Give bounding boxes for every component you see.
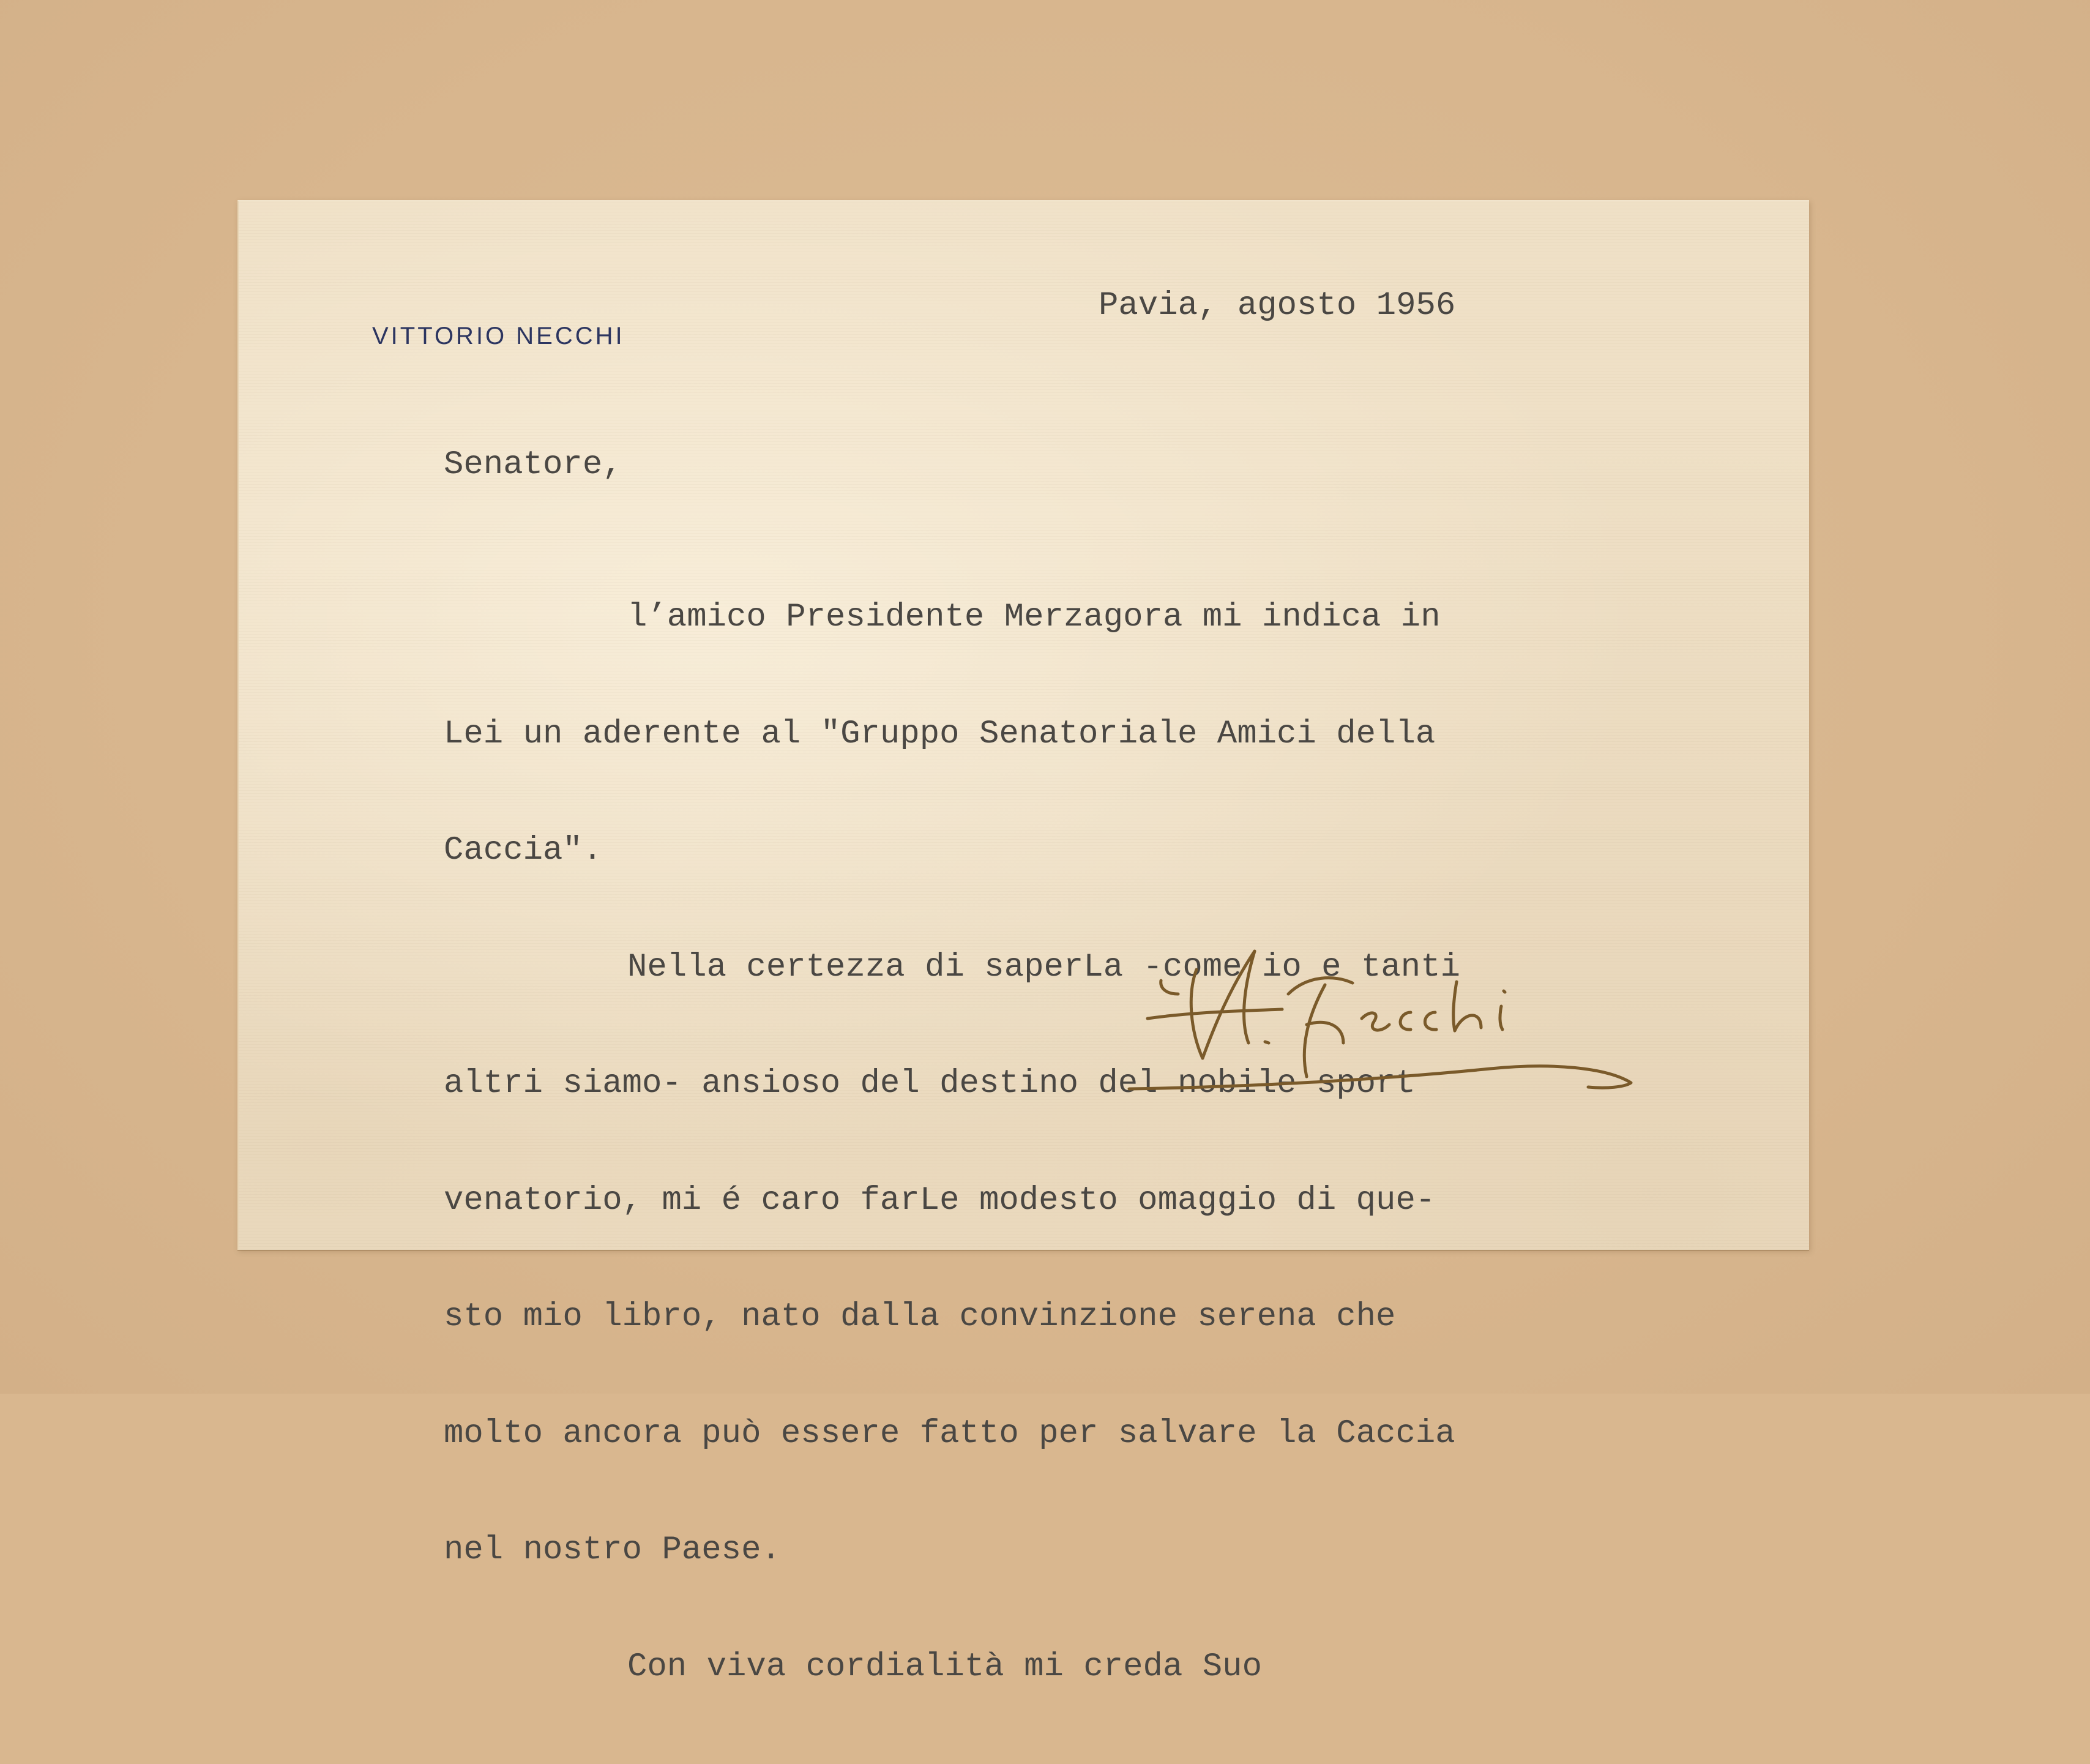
body-line: sto mio libro, nato dalla convinzione serena che (444, 1298, 1396, 1336)
body-line: altri siamo- ansioso del destino del nobile sport (444, 1065, 1416, 1102)
body-line: nel nostro Paese. (444, 1531, 781, 1569)
letterhead: VITTORIO NECCHI (372, 323, 625, 349)
letter-body (444, 520, 1460, 1764)
body-line: venatorio, mi é caro farLe modesto omaggio di que- (444, 1181, 1436, 1219)
body-line: Caccia". (444, 832, 603, 869)
letter-card (237, 200, 1809, 1686)
letter-date: Pavia, agosto 1956 (1099, 287, 1456, 324)
salutation: Senatore, (444, 446, 622, 484)
body-line: molto ancora può essere fatto per salvare la Caccia (444, 1415, 1455, 1452)
closing-line: Con viva cordialità mi creda Suo (627, 1648, 1262, 1686)
body-line: l’amico Presidente Merzagora mi indica in (627, 599, 1441, 636)
handwritten-signature (1123, 927, 1674, 1104)
body-line: Lei un aderente al "Gruppo Senatoriale Amici della (444, 715, 1436, 753)
body-line: Nella certezza di saperLa -come io e tanti (627, 948, 1461, 986)
